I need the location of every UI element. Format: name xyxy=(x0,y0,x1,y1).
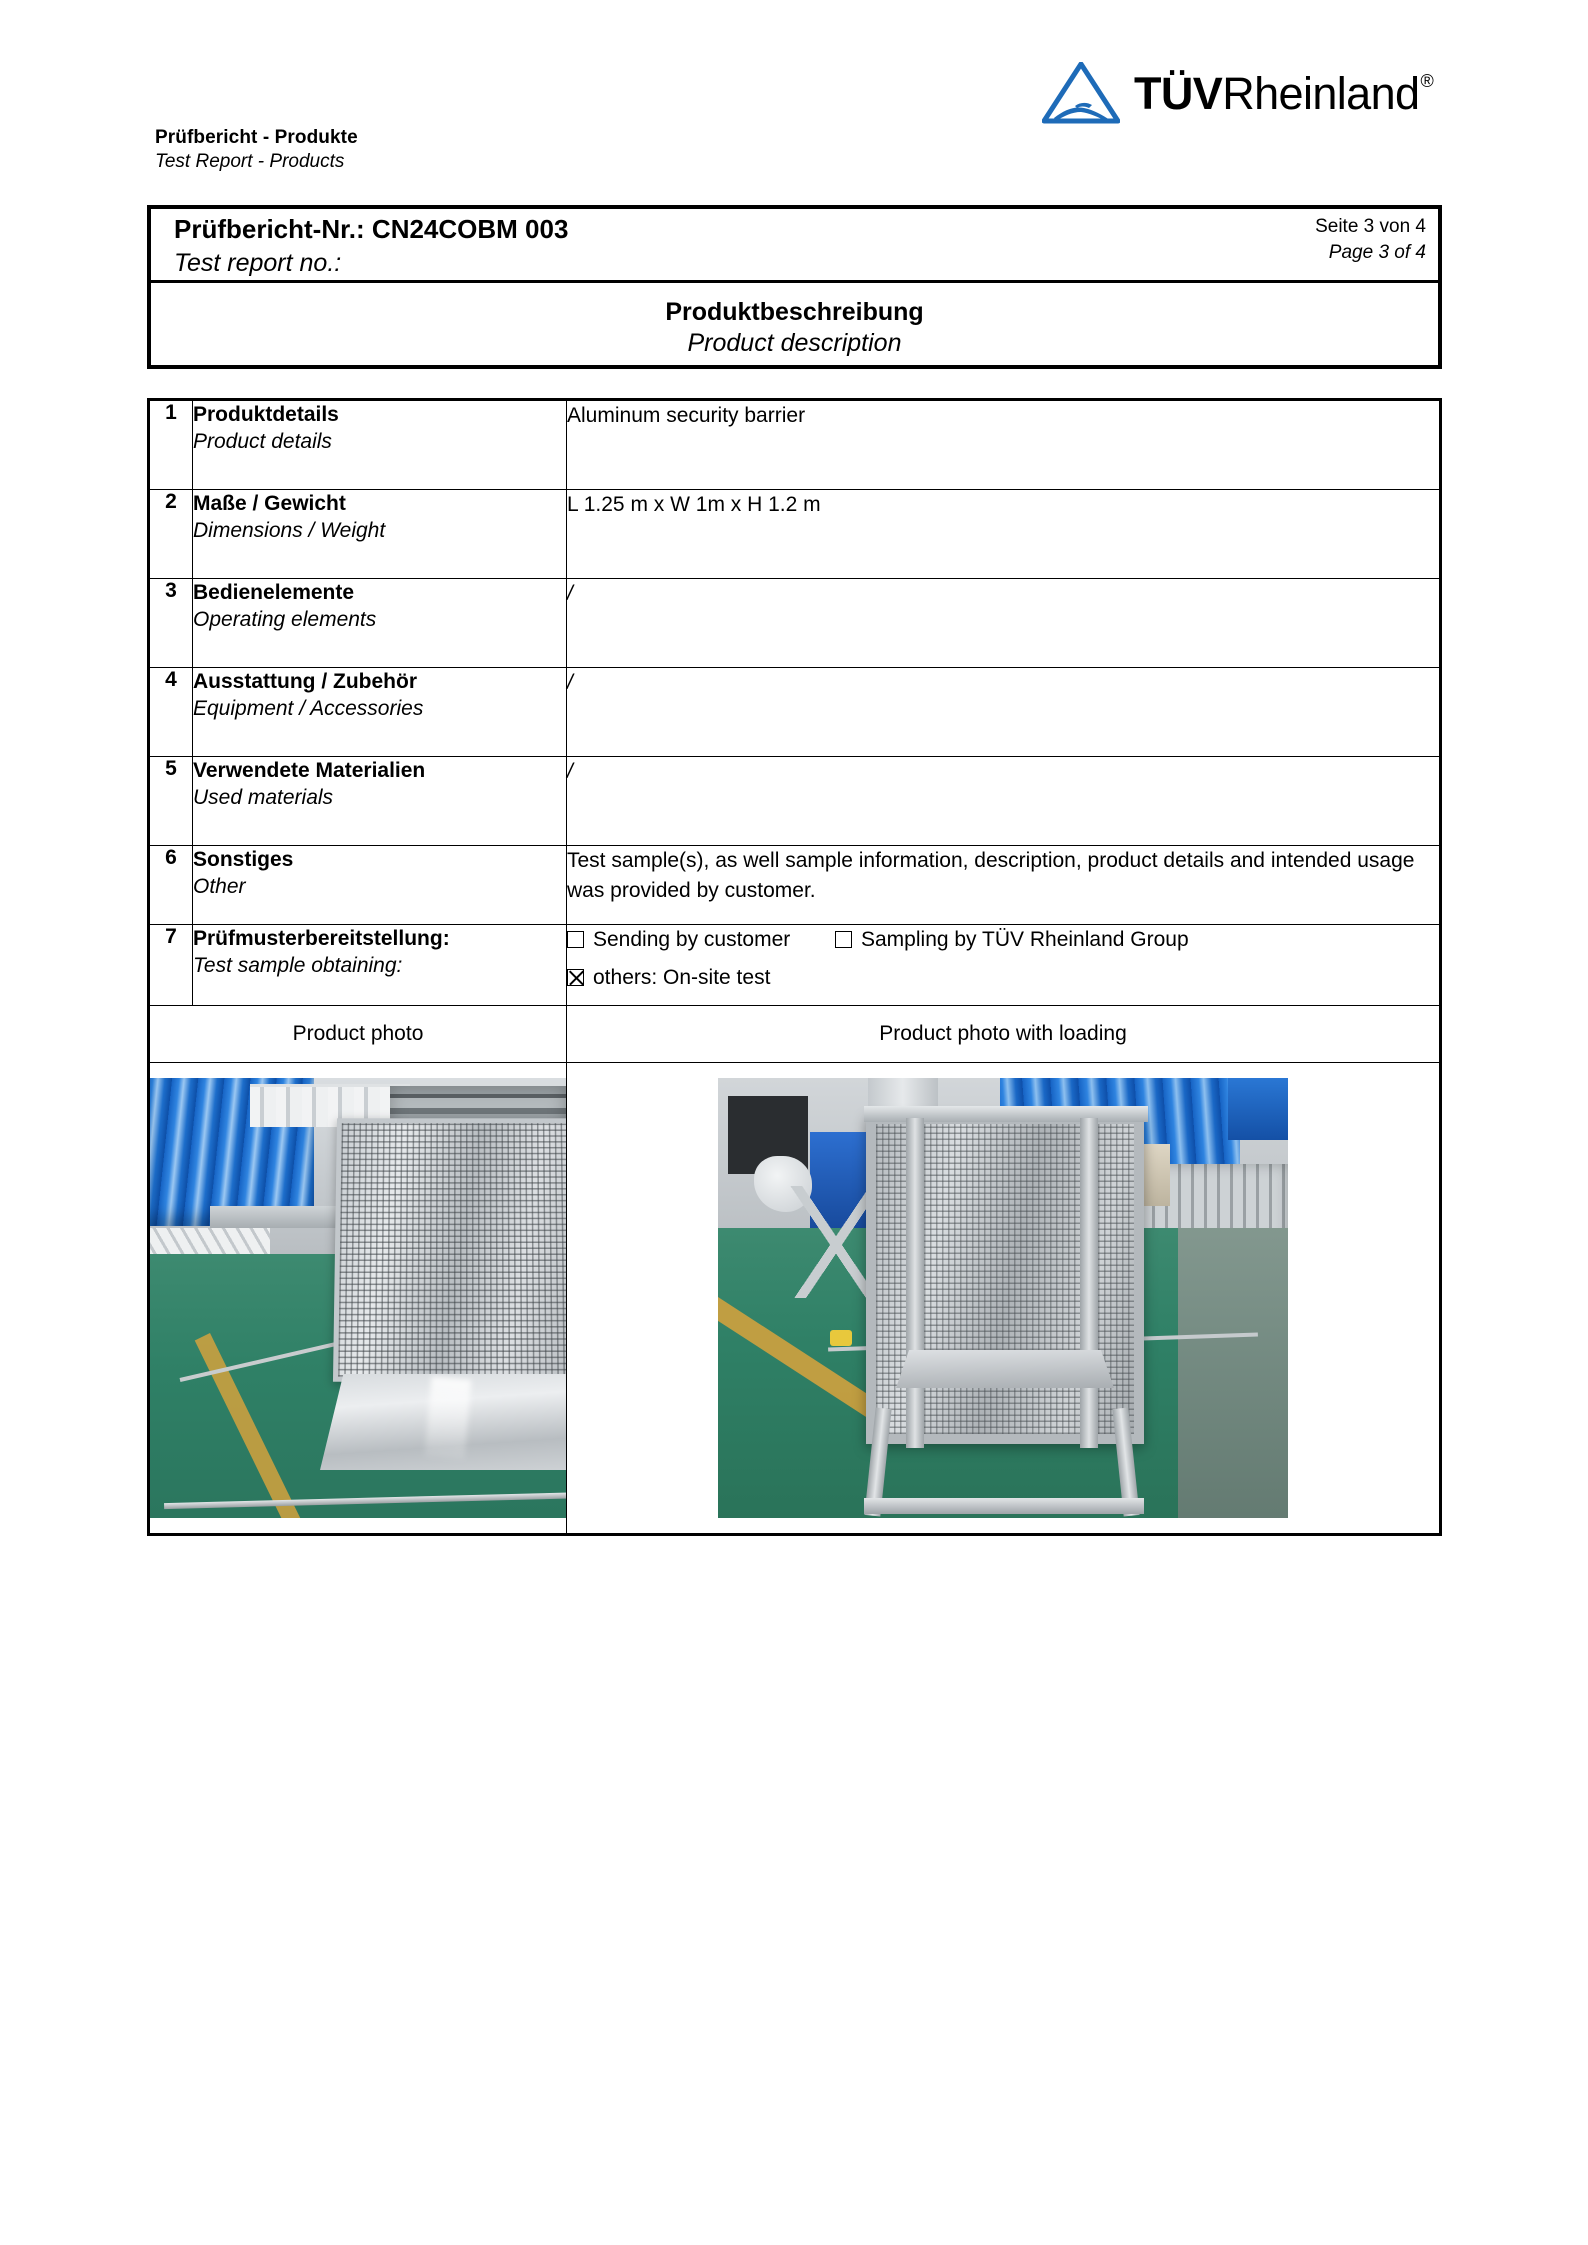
sample-option-sending-by-customer[interactable] xyxy=(567,925,835,955)
row-value: / xyxy=(567,579,1441,668)
row-label-de: Maße / Gewicht xyxy=(193,492,346,515)
row-label-de: Bedienelemente xyxy=(193,581,355,604)
tuv-logo-wordmark xyxy=(1134,67,1434,119)
row-label-en: Test sample obtaining: xyxy=(193,954,403,978)
checkbox-checked-icon[interactable] xyxy=(567,969,584,986)
row-label-en: Dimensions / Weight xyxy=(193,519,386,543)
table-row xyxy=(149,846,1441,925)
report-number-label-de: Prüfbericht-Nr.: xyxy=(174,214,365,244)
report-number-value: CN24COBM 003 xyxy=(371,214,569,244)
row-label xyxy=(193,490,567,579)
row-number: 4 xyxy=(149,668,193,757)
row-label xyxy=(193,925,567,1006)
photo2-barrier-post-right xyxy=(1080,1118,1098,1448)
row-label-de: Sonstiges xyxy=(193,848,294,871)
row-number: 3 xyxy=(149,579,193,668)
section-title-de: Produktbeschreibung xyxy=(665,297,924,326)
table-row xyxy=(149,757,1441,846)
row-value: / xyxy=(567,668,1441,757)
photo-row xyxy=(149,1063,1441,1535)
row-number: 7 xyxy=(149,925,193,1006)
row-label-en: Other xyxy=(193,875,246,899)
row-label-de: Prüfmusterbereitstellung: xyxy=(193,927,450,950)
row-label xyxy=(193,579,567,668)
row-value: Aluminum security barrier xyxy=(567,400,1441,490)
report-header-box xyxy=(147,205,1442,369)
table-row xyxy=(149,490,1441,579)
logo-text-bold: TÜV xyxy=(1134,67,1223,119)
page-number-block xyxy=(1315,214,1426,265)
row-label-en: Product details xyxy=(193,430,332,454)
report-number-label-en: Test report no.: xyxy=(174,248,342,277)
row-value: / xyxy=(567,757,1441,846)
sample-option-row-2 xyxy=(567,963,1439,993)
photo1-specular-highlight xyxy=(425,1376,472,1459)
photo-caption-left: Product photo xyxy=(149,1006,567,1063)
sample-option-row-1 xyxy=(567,925,1439,955)
registered-trademark-icon: ® xyxy=(1420,70,1434,91)
row-label xyxy=(193,757,567,846)
photo2-tape-measure xyxy=(830,1330,852,1346)
photo2-barrier-post-left xyxy=(906,1118,924,1448)
row-number: 5 xyxy=(149,757,193,846)
row-label-de: Produktdetails xyxy=(193,403,339,426)
photo1-stage-platform xyxy=(210,1206,350,1228)
product-photo-with-loading-image xyxy=(718,1078,1288,1518)
report-number-block xyxy=(174,213,568,279)
row-label-de: Verwendete Materialien xyxy=(193,759,426,782)
row-value: L 1.25 m x W 1m x H 1.2 m xyxy=(567,490,1441,579)
checkbox-unchecked-icon[interactable] xyxy=(835,931,852,948)
product-photo-image xyxy=(150,1078,566,1518)
table-row xyxy=(149,668,1441,757)
photo2-barrier-step-shelf xyxy=(896,1350,1114,1388)
photo2-support-base-rail xyxy=(864,1498,1144,1514)
row-number: 2 xyxy=(149,490,193,579)
row-label-en: Used materials xyxy=(193,786,334,810)
section-title-block xyxy=(665,297,923,360)
row-label xyxy=(193,400,567,490)
section-title-row xyxy=(151,283,1438,369)
photo-cell-left xyxy=(149,1063,567,1535)
logo-text-light: Rheinland xyxy=(1222,67,1420,119)
row-number: 1 xyxy=(149,400,193,490)
report-number-row xyxy=(151,209,1438,283)
row-value: Test sample(s), as well sample information, description, product details and intended usage was provided by customer. xyxy=(567,846,1441,925)
row-label xyxy=(193,668,567,757)
photo2-blue-tarp-edge xyxy=(1228,1078,1288,1140)
row-label-de: Ausstattung / Zubehör xyxy=(193,670,417,693)
header-title-de: Prüfbericht - Produkte xyxy=(155,127,358,148)
sample-option-others-on-site-test[interactable] xyxy=(567,963,770,993)
photo-caption-right: Product photo with loading xyxy=(567,1006,1441,1063)
sample-option-label: Sampling by TÜV Rheinland Group xyxy=(861,928,1189,951)
section-title-en: Product description xyxy=(687,329,902,357)
product-description-table xyxy=(147,398,1442,1536)
row-label-en: Operating elements xyxy=(193,608,377,632)
header-title-en: Test Report - Products xyxy=(155,151,345,173)
page-number-en: Page 3 of 4 xyxy=(1328,241,1426,263)
checkbox-unchecked-icon[interactable] xyxy=(567,931,584,948)
sample-obtaining-options xyxy=(567,925,1441,1006)
row-label xyxy=(193,846,567,925)
photo2-concrete-floor-strip xyxy=(1178,1228,1288,1518)
table-row xyxy=(149,579,1441,668)
row-label-en: Equipment / Accessories xyxy=(193,697,424,721)
photo1-perforated-barrier-panel xyxy=(333,1118,566,1381)
photo-caption-row xyxy=(149,1006,1441,1063)
report-number-line xyxy=(174,213,568,247)
table-row xyxy=(149,925,1441,1006)
document-header-title xyxy=(155,126,358,175)
sample-option-label: others: On-site test xyxy=(593,965,771,989)
tuv-triangle-icon xyxy=(1042,62,1120,124)
photo-cell-right xyxy=(567,1063,1441,1535)
sample-option-sampling-by-tuv[interactable] xyxy=(835,925,1189,955)
tuv-rheinland-logo xyxy=(1042,62,1433,124)
table-row xyxy=(149,400,1441,490)
sample-option-label: Sending by customer xyxy=(593,928,791,951)
page-number-de: Seite 3 von 4 xyxy=(1315,216,1426,237)
row-number: 6 xyxy=(149,846,193,925)
